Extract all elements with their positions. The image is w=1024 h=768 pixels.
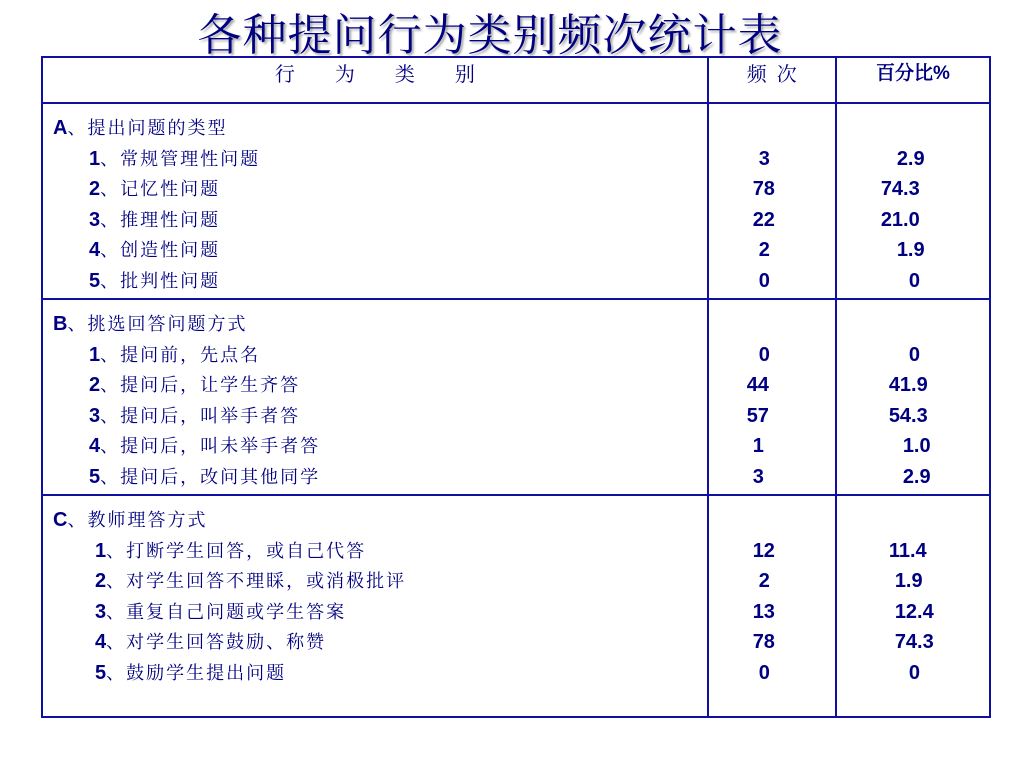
header-percent: 百分比%: [836, 57, 990, 103]
frequency-value: 0: [758, 269, 770, 292]
item-label: 、对学生回答鼓励、称赞: [106, 632, 327, 653]
group-title-c: [43, 505, 707, 536]
list-item: [43, 431, 707, 462]
frequency-value: 78: [752, 631, 775, 653]
percent-value: 54.3: [888, 404, 928, 427]
frequency-value: 13: [752, 600, 775, 623]
group-label: 、挑选回答问题方式: [67, 314, 248, 335]
item-label: 、记忆性问题: [100, 179, 221, 200]
item-label: 、提问后，让学生齐答: [100, 375, 301, 396]
list-item: [43, 235, 707, 266]
frequency-cell-a: [708, 103, 836, 299]
list-item: [43, 401, 707, 432]
list-item: [43, 658, 707, 689]
frequency-value: 0: [758, 343, 770, 366]
item-number: 2: [89, 178, 101, 200]
group-title-b: [43, 309, 707, 340]
item-label: 、提问后，叫未举手者答: [100, 436, 321, 457]
item-label: 、鼓励学生提出问题: [106, 662, 287, 684]
percent-cell-a: [836, 103, 990, 299]
item-label: 、批判性问题: [100, 270, 221, 292]
item-number: 2: [95, 570, 107, 592]
percent-value: 11.4: [888, 539, 927, 562]
group-label: 、提出问题的类型: [67, 118, 228, 139]
frequency-value: 78: [752, 178, 775, 200]
frequency-value: 3: [752, 465, 764, 488]
percent-value: 0: [908, 661, 920, 684]
frequency-value: 0: [758, 661, 770, 684]
frequency-cell-c: [708, 495, 836, 717]
item-number: 1: [89, 343, 101, 366]
item-number: 3: [89, 208, 101, 231]
item-number: 5: [89, 465, 101, 488]
frequency-value: 3: [758, 147, 770, 170]
item-label: 、创造性问题: [100, 240, 221, 261]
percent-value: 2.9: [902, 465, 931, 488]
group-label: 、教师理答方式: [67, 510, 208, 531]
frequency-value: 57: [746, 404, 769, 427]
item-label: 、对学生回答不理睬，或消极批评: [106, 571, 407, 592]
percent-value: 74.3: [880, 178, 920, 200]
percent-value: 0: [908, 343, 920, 366]
list-item: [43, 536, 707, 567]
category-cell-b: [42, 299, 708, 495]
list-item: [43, 205, 707, 236]
percent-value: 1.9: [894, 570, 923, 592]
item-number: 3: [89, 404, 101, 427]
list-item: [43, 627, 707, 658]
item-label: 、提问后，改问其他同学: [100, 466, 321, 488]
item-label: 、推理性问题: [100, 209, 221, 231]
list-item: [43, 370, 707, 401]
item-number: 4: [89, 435, 101, 457]
percent-value: 1.9: [896, 239, 925, 261]
item-number: 5: [89, 269, 101, 292]
item-label: 、提问后，叫举手者答: [100, 405, 301, 427]
percent-value: 41.9: [888, 374, 928, 396]
frequency-value: 12: [752, 539, 775, 562]
table-row-group-c: [42, 495, 990, 717]
page-title: 各种提问行为类别频次统计表: [197, 10, 783, 61]
category-cell-c: [42, 495, 708, 717]
frequency-value: 2: [758, 239, 770, 261]
statistics-table: [41, 56, 991, 718]
frequency-cell-b: [708, 299, 836, 495]
group-letter: B: [53, 313, 68, 335]
table-header-row: [42, 57, 990, 103]
list-item: [43, 566, 707, 597]
percent-value: 0: [908, 269, 920, 292]
table-row-group-a: [42, 103, 990, 299]
item-label: 、常规管理性问题: [100, 148, 261, 170]
frequency-value: 44: [746, 374, 769, 396]
percent-value: 21.0: [880, 208, 920, 231]
list-item: [43, 144, 707, 175]
frequency-value: 1: [752, 435, 764, 457]
item-label: 、打断学生回答，或自己代答: [106, 540, 367, 562]
category-cell-a: [42, 103, 708, 299]
group-letter: C: [53, 509, 68, 531]
frequency-value: 22: [752, 208, 775, 231]
item-number: 1: [95, 539, 107, 562]
list-item: [43, 462, 707, 493]
list-item: [43, 266, 707, 297]
table-row-group-b: [42, 299, 990, 495]
list-item: [43, 340, 707, 371]
item-label: 、重复自己问题或学生答案: [106, 601, 347, 623]
percent-cell-c: [836, 495, 990, 717]
item-number: 1: [89, 147, 101, 170]
header-category: 行为类别: [42, 57, 708, 103]
percent-value: 1.0: [902, 435, 931, 457]
percent-value: 2.9: [896, 147, 925, 170]
header-frequency: 频次: [708, 57, 836, 103]
item-number: 5: [95, 661, 107, 684]
group-letter: A: [53, 117, 68, 139]
item-number: 2: [89, 374, 101, 396]
frequency-value: 2: [758, 570, 770, 592]
percent-value: 12.4: [894, 600, 934, 623]
item-number: 4: [89, 239, 101, 261]
list-item: [43, 174, 707, 205]
percent-cell-b: [836, 299, 990, 495]
item-number: 3: [95, 600, 107, 623]
item-number: 4: [95, 631, 107, 653]
item-label: 、提问前，先点名: [100, 344, 261, 366]
percent-value: 74.3: [894, 631, 934, 653]
list-item: [43, 597, 707, 628]
group-title-a: [43, 113, 707, 144]
